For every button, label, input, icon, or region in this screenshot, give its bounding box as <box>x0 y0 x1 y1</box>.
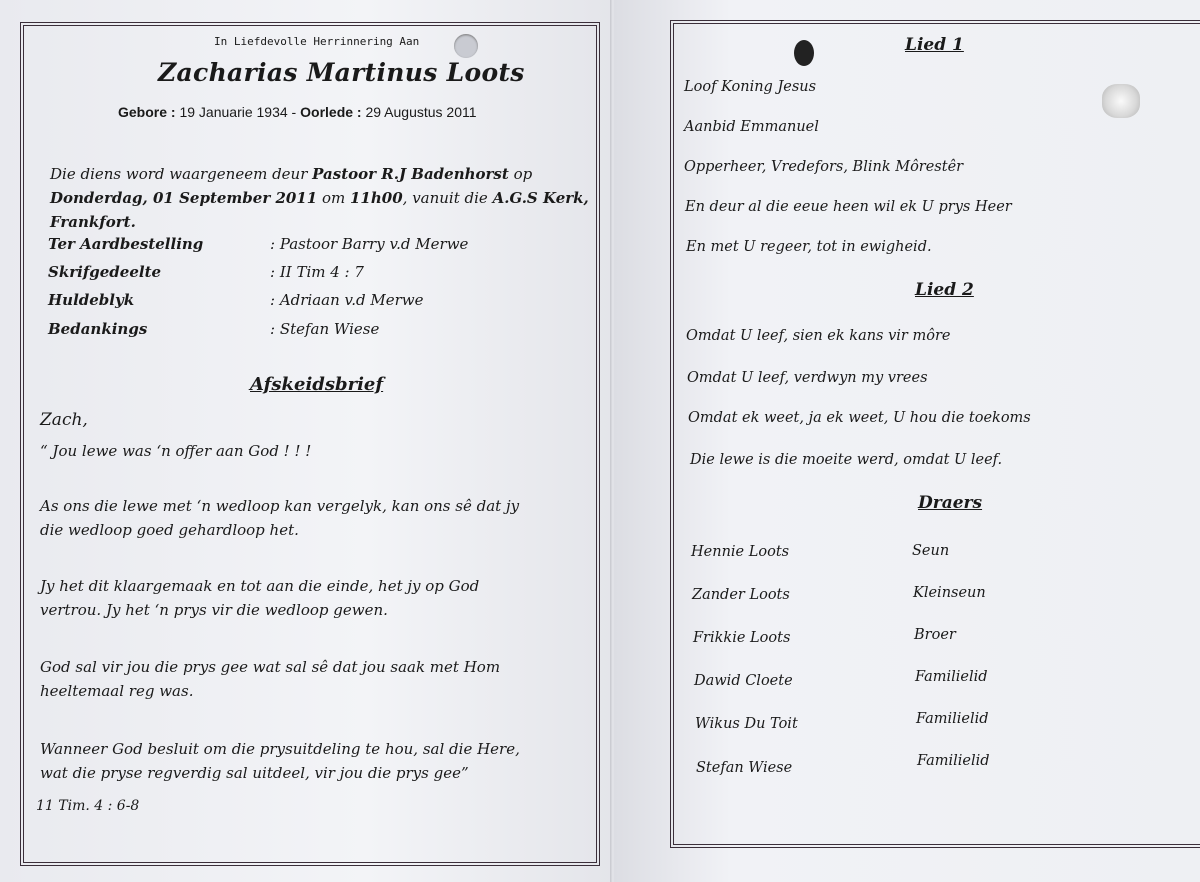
service-details <box>50 162 590 234</box>
service-text-3: om <box>317 189 350 207</box>
song2-line: Omdat U leef, sien ek kans vir môre <box>686 328 951 344</box>
detail-label: Ter Aardbestelling <box>48 235 204 253</box>
song2-line: Omdat ek weet, ja ek weet, U hou die toekoms <box>688 410 1031 426</box>
paragraph-line: heeltemaal reg was. <box>40 682 194 700</box>
bearer-name: Stefan Wiese <box>696 760 793 776</box>
detail-label: Huldeblyk <box>48 291 135 309</box>
paragraph-line: wat die pryse regverdig sal uitdeel, vir jou die prys gee” <box>40 764 469 782</box>
bearer-relation: Broer <box>914 627 956 643</box>
punch-hole <box>454 34 478 58</box>
service-text-2: op <box>508 165 533 183</box>
detail-value: : II Tim 4 : 7 <box>270 263 364 281</box>
memorial-line: In Liefdevolle Herrinnering Aan <box>214 35 420 48</box>
song1-heading: Lied 1 <box>905 35 964 55</box>
service-text-1: Die diens word waargeneem deur <box>50 165 313 183</box>
died-date: 29 Augustus 2011 <box>365 104 477 120</box>
service-church: A.G.S Kerk, <box>492 189 589 207</box>
song1-line: Opperheer, Vredefors, Blink Môrestêr <box>684 159 964 175</box>
bearer-name: Dawid Cloete <box>694 673 793 689</box>
bearers-heading: Draers <box>918 493 983 513</box>
service-place: Frankfort. <box>50 213 136 231</box>
bearer-name: Zander Loots <box>692 587 790 603</box>
bearer-name: Hennie Loots <box>691 544 790 560</box>
letter-quote: “ Jou lewe was ‘n offer aan God ! ! ! <box>40 442 312 460</box>
service-pastor: Pastoor R.J Badenhorst <box>312 165 509 183</box>
detail-label: Skrifgedeelte <box>48 263 162 281</box>
detail-value: : Pastoor Barry v.d Merwe <box>270 235 469 253</box>
song2-line: Die lewe is die moeite werd, omdat U leef. <box>690 452 1003 468</box>
letter-paragraph <box>40 574 479 622</box>
punch-hole <box>794 40 814 66</box>
scripture-reference: 11 Tim. 4 : 6-8 <box>36 798 140 814</box>
song2-heading: Lied 2 <box>915 280 974 300</box>
letter-paragraph <box>40 737 520 785</box>
bearer-name: Frikkie Loots <box>693 630 791 646</box>
deceased-name: Zacharias Martinus Loots <box>158 58 525 87</box>
bearer-relation: Familielid <box>915 669 988 685</box>
paragraph-line: Wanneer God besluit om die prysuitdeling te hou, sal die Here, <box>40 740 520 758</box>
bearer-relation: Familielid <box>916 711 989 727</box>
song1-line: En met U regeer, tot in ewigheid. <box>686 239 932 255</box>
paragraph-line: die wedloop goed gehardloop het. <box>40 521 299 539</box>
song1-line: Aanbid Emmanuel <box>684 119 819 135</box>
paragraph-line: Jy het dit klaargemaak en tot aan die einde, het jy op God <box>40 577 480 595</box>
paragraph-line: vertrou. Jy het ‘n prys vir die wedloop gewen. <box>40 601 388 619</box>
song1-line: En deur al die eeue heen wil ek U prys Heer <box>685 199 1012 215</box>
detail-value: : Adriaan v.d Merwe <box>270 291 424 309</box>
bearer-relation: Seun <box>912 543 950 559</box>
salutation: Zach, <box>40 410 88 430</box>
detail-value: : Stefan Wiese <box>270 320 380 338</box>
detail-label: Bedankings <box>48 320 148 338</box>
service-text-4: , vanuit die <box>402 189 493 207</box>
song1-line: Loof Koning Jesus <box>684 79 817 95</box>
paragraph-line: As ons die lewe met ‘n wedloop kan vergelyk, kan ons sê dat jy <box>40 497 520 515</box>
bearer-relation: Kleinseun <box>913 585 986 601</box>
paragraph-line: God sal vir jou die prys gee wat sal sê dat jou saak met Hom <box>40 658 501 676</box>
service-time: 11h00 <box>350 189 403 207</box>
born-label: Gebore : <box>118 104 176 120</box>
bearer-relation: Familielid <box>917 753 990 769</box>
letter-paragraph <box>40 655 500 703</box>
song2-line: Omdat U leef, verdwyn my vrees <box>687 370 928 386</box>
letter-paragraph <box>40 494 519 542</box>
dates-line <box>118 104 477 120</box>
letter-heading: Afskeidsbrief <box>250 374 384 395</box>
born-date: 19 Januarie 1934 - <box>179 104 297 120</box>
died-label: Oorlede : <box>300 104 362 120</box>
service-date: Donderdag, 01 September 2011 <box>50 189 318 207</box>
bearer-name: Wikus Du Toit <box>695 716 798 732</box>
tape-residue <box>1102 84 1140 118</box>
